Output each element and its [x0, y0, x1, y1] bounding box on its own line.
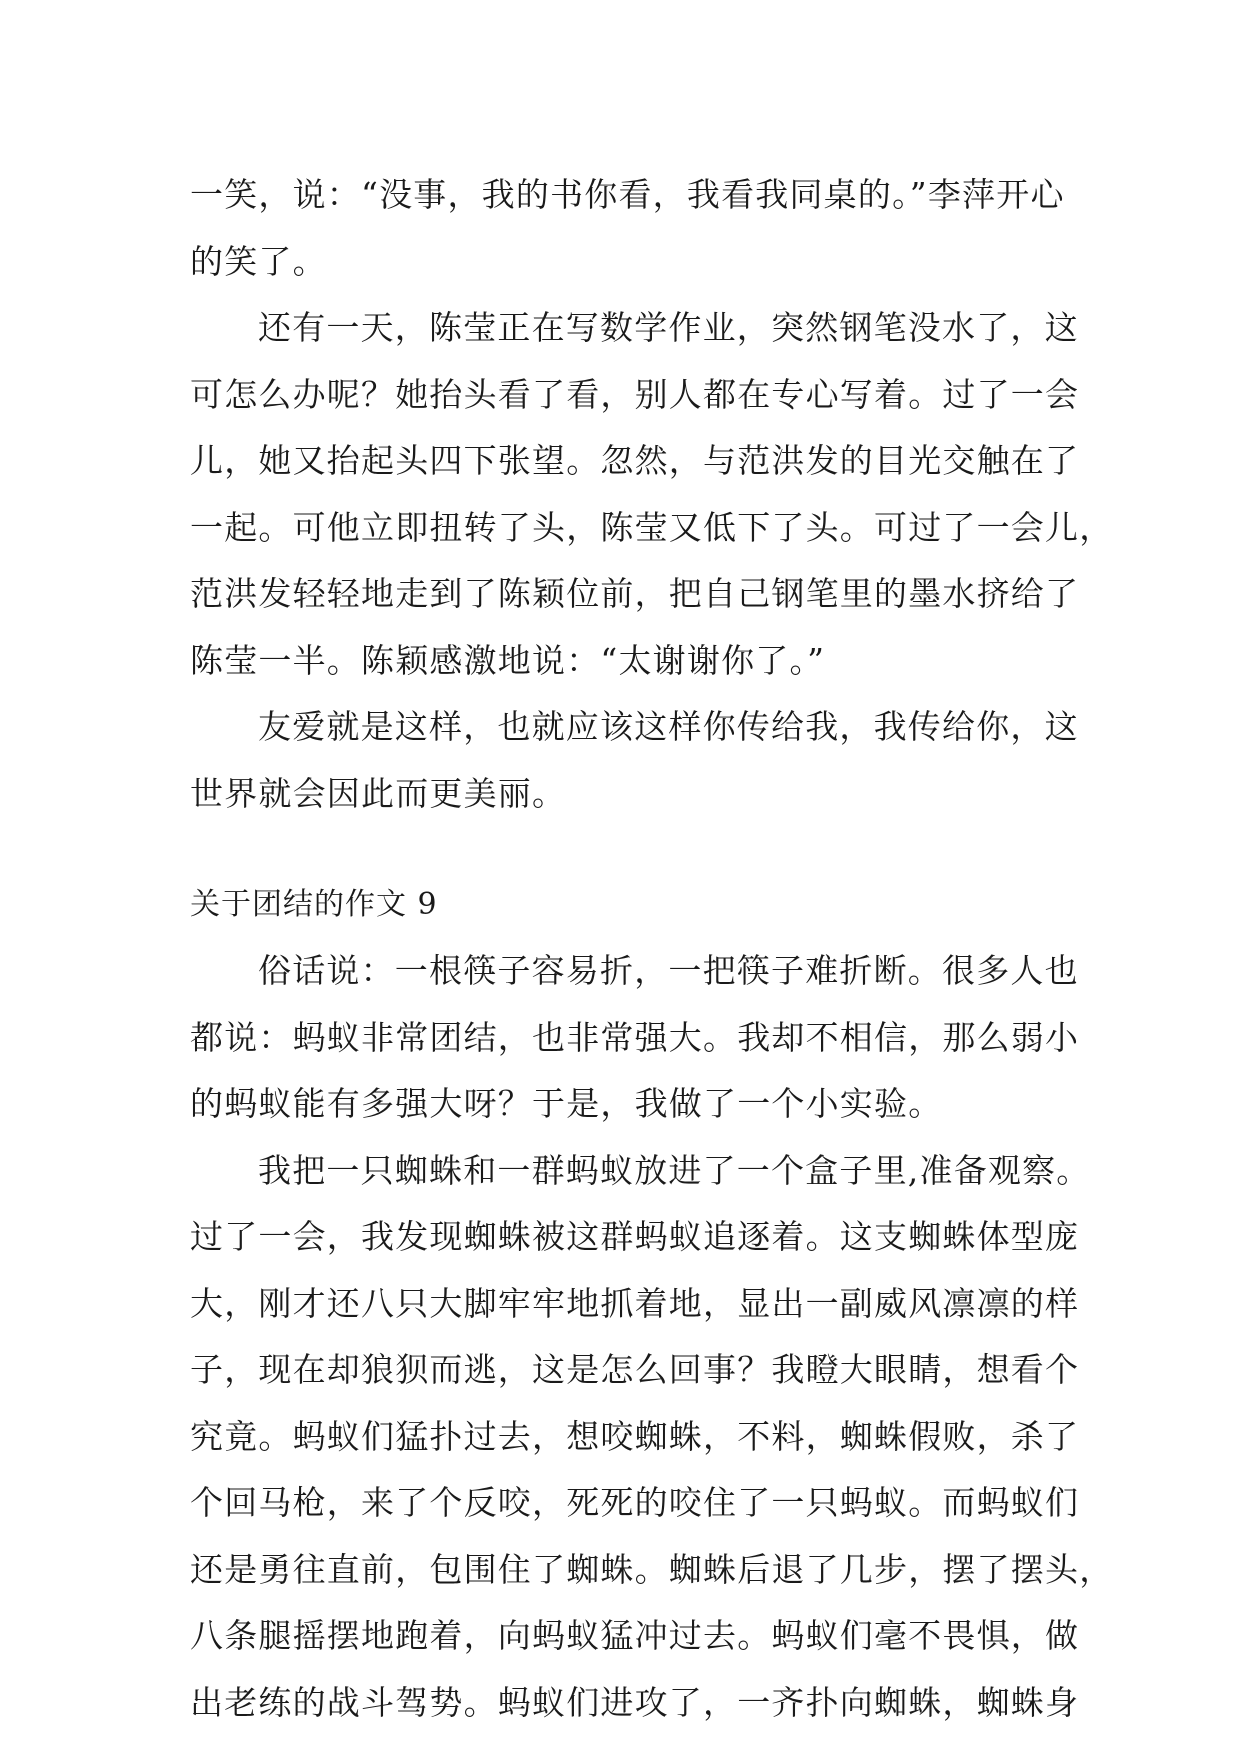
- text-line: 过了一会，我发现蜘蛛被这群蚂蚁追逐着。这支蜘蛛体型庞: [190, 1217, 1080, 1256]
- section-heading: 关于团结的作文 9: [190, 887, 438, 922]
- text-line: 一笑，说：“没事，我的书你看，我看我同桌的。”李萍开心: [190, 175, 1065, 214]
- paragraph: [190, 1138, 1114, 1737]
- paragraph: [190, 938, 1080, 1138]
- paragraph: [190, 694, 1079, 827]
- text-line: 世界就会因此而更美丽。: [190, 773, 567, 813]
- text-line: 可怎么办呢？她抬头看了看，别人都在专心写着。过了一会: [190, 374, 1080, 414]
- section-gap: [190, 827, 1060, 872]
- text-line: 我把一只蜘蛛和一群蚂蚁放进了一个盒子里,准备观察。: [258, 1150, 1091, 1190]
- text-line: 范洪发轻轻地走到了陈颖位前，把自己钢笔里的墨水挤给了: [190, 574, 1080, 613]
- text-line: 一起。可他立即扭转了头，陈莹又低下了头。可过了一会儿，: [190, 507, 1114, 547]
- paragraph: [190, 295, 1114, 694]
- text-line: 个回马枪，来了个反咬，死死的咬住了一只蚂蚁。而蚂蚁们: [190, 1483, 1080, 1522]
- text-line: 究竟。蚂蚁们猛扑过去，想咬蜘蛛，不料，蜘蛛假败，杀了: [190, 1416, 1080, 1456]
- text-line: 都说：蚂蚁非常团结，也非常强大。我却不相信，那么弱小: [190, 1017, 1080, 1057]
- text-line: 友爱就是这样，也就应该这样你传给我，我传给你，这: [258, 707, 1079, 746]
- text-line: 出老练的战斗驾势。蚂蚁们进攻了，一齐扑向蜘蛛，蜘蛛身: [190, 1682, 1080, 1722]
- text-line: 还是勇往直前，包围住了蜘蛛。蜘蛛后退了几步，摆了摆头，: [190, 1549, 1114, 1589]
- text-line: 俗话说：一根筷子容易折，一把筷子难折断。很多人也: [258, 951, 1079, 990]
- text-line: 子，现在却狼狈而逃，这是怎么回事？我瞪大眼睛，想看个: [190, 1350, 1080, 1389]
- text-line: 大，刚才还八只大脚牢牢地抓着地，显出一副威风凛凛的样: [190, 1283, 1080, 1323]
- text-line: 的蚂蚁能有多强大呀？于是，我做了一个小实验。: [190, 1084, 943, 1123]
- text-line: 还有一天，陈莹正在写数学作业，突然钢笔没水了，这: [258, 308, 1079, 347]
- text-line: 八条腿摇摆地跑着，向蚂蚁猛冲过去。蚂蚁们毫不畏惧，做: [190, 1616, 1080, 1655]
- paragraph: [190, 162, 1065, 295]
- text-line: 陈莹一半。陈颖感激地说：“太谢谢你了。”: [190, 640, 826, 680]
- text-line: 的笑了。: [190, 241, 327, 281]
- document-page: [190, 162, 1114, 1736]
- text-line: 儿，她又抬起头四下张望。忽然，与范洪发的目光交触在了: [190, 441, 1080, 480]
